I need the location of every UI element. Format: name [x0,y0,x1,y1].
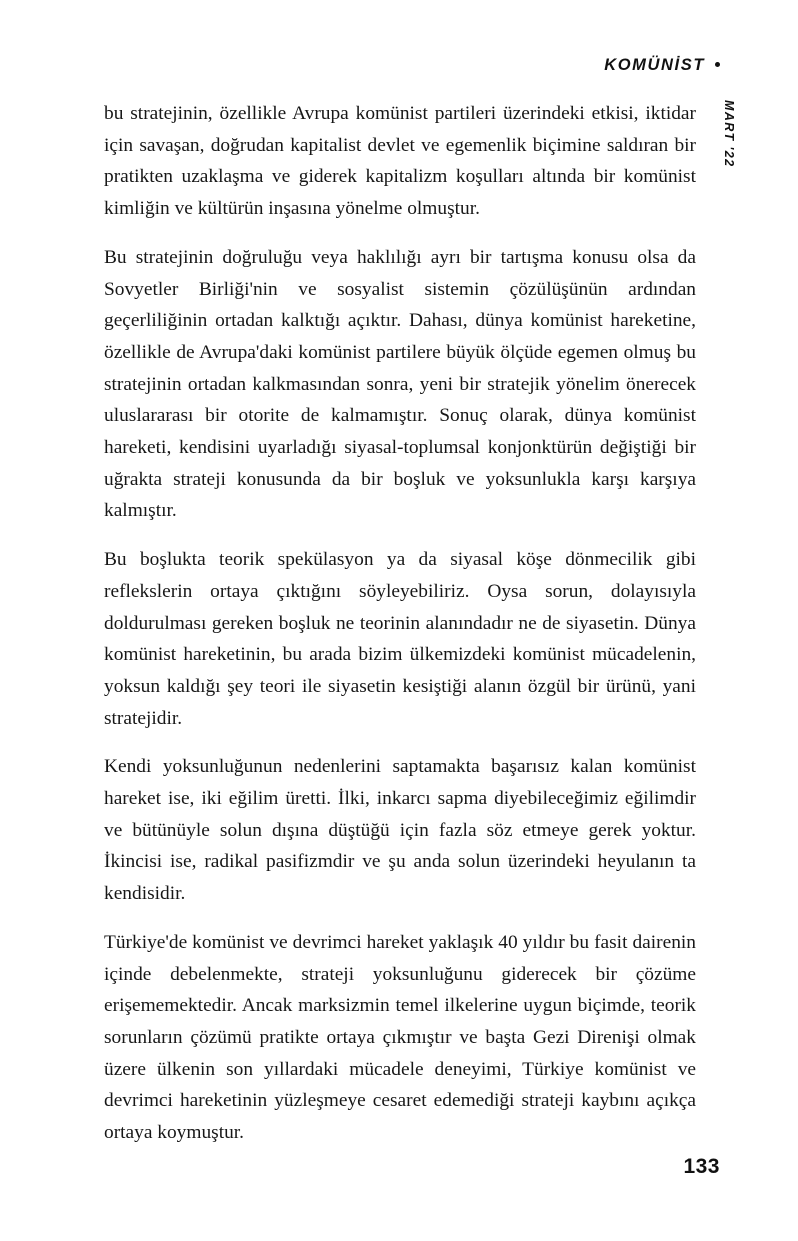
paragraph: Türkiye'de komünist ve devrimci hareket yaklaşık 40 yıldır bu fasit dairenin içinde debelenmekte, strateji yoksunluğunu giderecek bir çözüme erişememektedir. Ancak marksizmin temel ilkelerine uygun biçimde, teorik sorunların çözümü pratikte ortaya çıkmıştır ve başta Gezi Direnişi olmak üzere ülkenin son yıllardaki mücadele deneyimi, Türkiye komünist ve devrimci hareketinin yüzleşmeye cesaret edemediği strateji kaybını açıkça ortaya koymuştur. [104,931,696,1144]
paragraph: Kendi yoksunluğunun nedenlerini saptamakta başarısız kalan komünist hareket ise, iki eğilim üretti. İlki, inkarcı sapma diyebileceğimiz eğilimdir ve bütünüyle solun dışına düştüğü için fazla söz etmeye gerek yoktur. İkincisi ise, radikal pasifizmdir ve şu anda solun üzerindeki heyulanın ta kendisidir. [104,756,696,905]
running-head [604,56,720,75]
bullet-dot-icon [715,62,720,67]
body-text [104,98,696,1149]
paragraph: bu stratejinin, özellikle Avrupa komünist partileri üzerindeki etkisi, iktidar için savaşan, doğrudan kapitalist devlet ve egemenlik biçimine saldıran bir pratikten uzaklaşma ve giderek kapitalizm koşulları altında bir komünist kimliğin ve kültürün inşasına yönelme olmuştur. [104,103,696,220]
running-head-title: KOMÜNİST [604,56,705,74]
paragraph: Bu stratejinin doğruluğu veya haklılığı ayrı bir tartışma konusu olsa da Sovyetler Birliği'nin ve sosyalist sistemin çözülüşünün ardından geçerliliğinin ortadan kalktığı açıktır. Dahası, dünya komünist hareketine, özellikle de Avrupa'daki komünist partilere büyük ölçüde egemen olmuş bu stratejinin ortadan kalkmasından sonra, yeni bir stratejik yönelim önerecek uluslararası bir otorite de kalmamıştır. Sonuç olarak, dünya komünist hareketi, kendisini uyarladığı siyasal-toplumsal konjonktürün değiştiği bir uğrakta strateji konusunda da bir boşluk ve yoksunlukla karşı karşıya kalmıştır. [104,246,696,522]
running-head-date: MART '22 [722,100,736,168]
paragraph: Bu boşlukta teorik spekülasyon ya da siyasal köşe dönmecilik gibi reflekslerin ortaya çıktığını söyleyebiliriz. Oysa sorun, dolayısıyla doldurulması gereken boşluk ne teorinin alanındadır ne de siyasetin. Dünya komünist hareketinin, bu arada bizim ülkemizdeki komünist mücadelenin, yoksun kaldığı şey teori ile siyasetin kesiştiği alanın özgül bir ürünü, yani stratejidir. [104,549,696,729]
page-number: 133 [683,1155,720,1178]
